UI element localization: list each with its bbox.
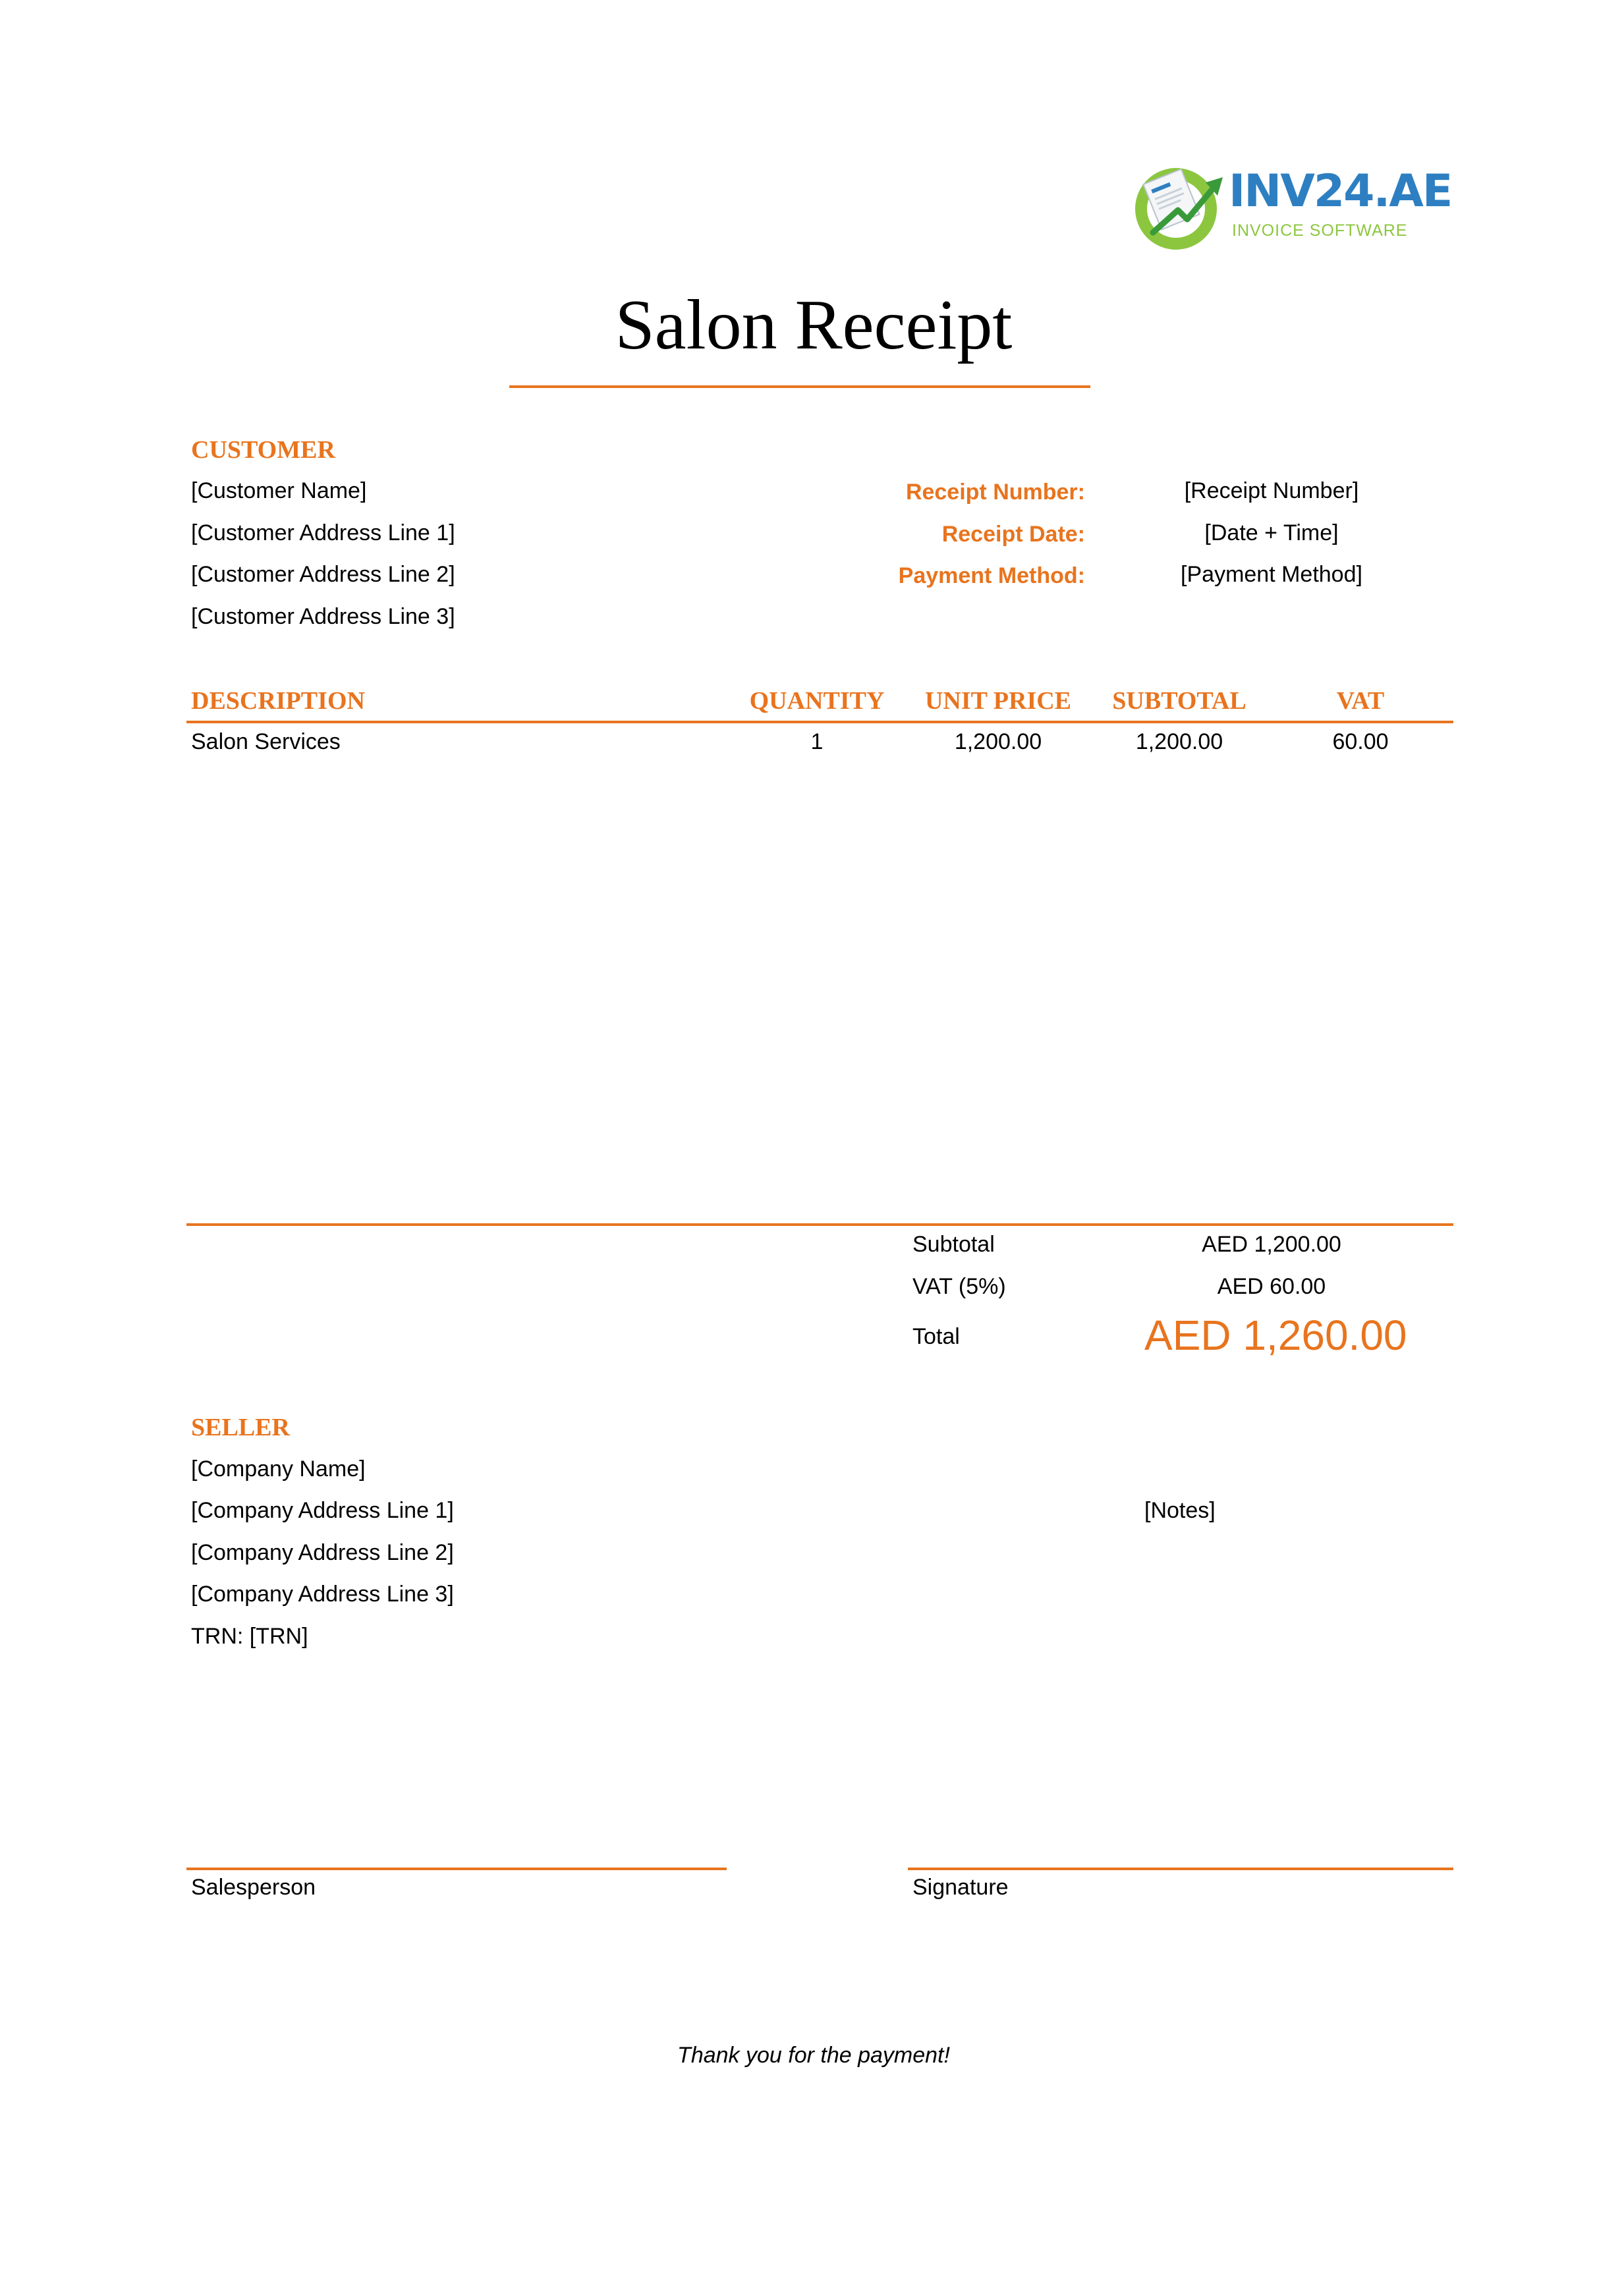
customer-address-line-2: [Customer Address Line 2] xyxy=(191,562,455,587)
customer-address-line-3: [Customer Address Line 3] xyxy=(191,604,455,629)
receipt-date-value: [Date + Time] xyxy=(1204,520,1339,545)
seller-heading: SELLER xyxy=(191,1414,290,1441)
col-header-vat: VAT xyxy=(1336,687,1385,715)
title-underline xyxy=(509,385,1090,388)
company-logo xyxy=(1127,155,1452,254)
receipt-number-value: [Receipt Number] xyxy=(1184,478,1359,503)
seller-address-line-3: [Company Address Line 3] xyxy=(191,1582,454,1607)
row-description: Salon Services xyxy=(191,729,341,754)
seller-trn: TRN: [TRN] xyxy=(191,1624,308,1649)
logo-mark-icon xyxy=(1127,155,1232,254)
footer-thank-you: Thank you for the payment! xyxy=(677,2043,950,2068)
row-quantity: 1 xyxy=(810,729,824,754)
seller-address-line-2: [Company Address Line 2] xyxy=(191,1540,454,1565)
salesperson-line xyxy=(186,1868,727,1870)
totals-rule xyxy=(186,1223,1453,1226)
page-title: Salon Receipt xyxy=(615,286,1013,364)
total-label: Total xyxy=(912,1324,960,1349)
customer-name: [Customer Name] xyxy=(191,478,367,503)
col-header-quantity: QUANTITY xyxy=(749,687,885,715)
col-header-subtotal: SUBTOTAL xyxy=(1112,687,1246,715)
total-value: AED 1,260.00 xyxy=(1144,1312,1407,1359)
receipt-date-label: Receipt Date: xyxy=(941,522,1085,547)
payment-method-label: Payment Method: xyxy=(898,563,1085,588)
notes: [Notes] xyxy=(1144,1498,1216,1523)
seller-address-line-1: [Company Address Line 1] xyxy=(191,1498,454,1523)
logo-brand: INV24.AE xyxy=(1229,165,1452,217)
vat-value: AED 60.00 xyxy=(1217,1274,1326,1299)
payment-method-value: [Payment Method] xyxy=(1181,562,1362,587)
col-header-unit-price: UNIT PRICE xyxy=(924,687,1072,715)
signature-label: Signature xyxy=(912,1875,1009,1900)
signature-line xyxy=(908,1868,1453,1870)
receipt-number-label: Receipt Number: xyxy=(905,480,1085,505)
vat-label: VAT (5%) xyxy=(912,1274,1006,1299)
row-vat: 60.00 xyxy=(1332,729,1389,754)
row-unit-price: 1,200.00 xyxy=(954,729,1042,754)
seller-company-name: [Company Name] xyxy=(191,1456,366,1482)
table-header-rule xyxy=(186,721,1453,723)
salesperson-label: Salesperson xyxy=(191,1875,316,1900)
col-header-description: DESCRIPTION xyxy=(191,687,365,715)
subtotal-label: Subtotal xyxy=(912,1232,995,1257)
customer-heading: CUSTOMER xyxy=(191,436,335,464)
logo-tagline: INVOICE SOFTWARE xyxy=(1232,221,1408,240)
row-subtotal: 1,200.00 xyxy=(1135,729,1223,754)
customer-address-line-1: [Customer Address Line 1] xyxy=(191,520,455,545)
subtotal-value: AED 1,200.00 xyxy=(1202,1232,1341,1257)
